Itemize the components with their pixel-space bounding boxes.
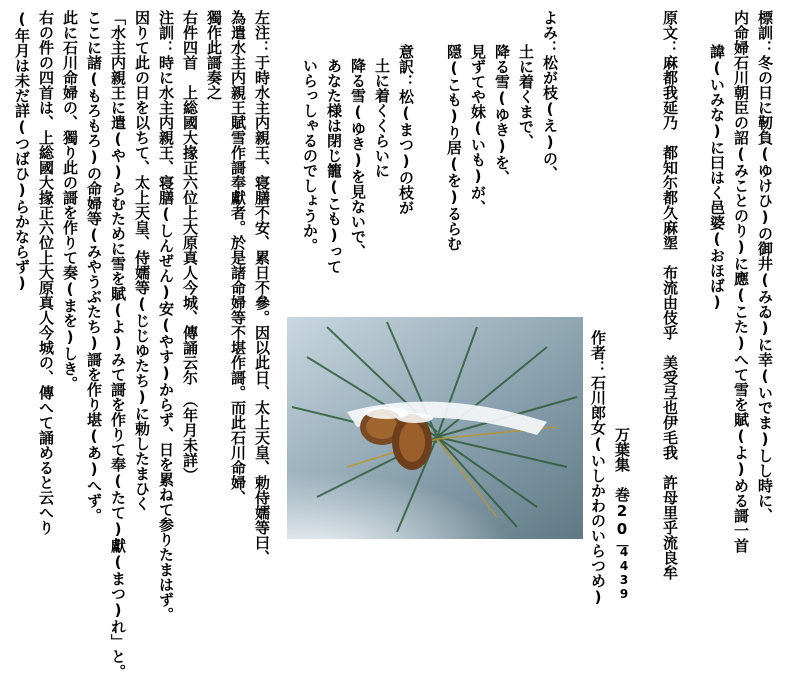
iyaku-line-3: 降る雪(ゆき)を見ないで、 bbox=[349, 58, 367, 259]
source-author: 作者：石川郎女(いしかわのいらつめ) bbox=[589, 330, 607, 606]
chushaku-line-7: (年月は未だ詳(つばひ)らかならず) bbox=[13, 10, 31, 292]
chushaku-line-6: 右の件の四首は、上総國大掾正六位上大原真人今城の、傳へて誦めると云へり bbox=[37, 10, 55, 535]
chushaku-line-4: ここに諸(もろもろ)の命婦等(みやうぶたち)謌を作り堪(あ)へず。 bbox=[85, 10, 103, 523]
sachu-line-1: 左注：于時水主内親王、寝膳不安、累日不參。因以此日、太上天皇、勅侍嬬等曰、 bbox=[253, 10, 271, 565]
yomi-line-5: 隠(こも)り居(を)るらむ bbox=[445, 44, 463, 251]
yomi-line-2: 土に着くまで、 bbox=[517, 44, 535, 149]
iyaku-line-4: あなた様は閉じ籠(こも)って bbox=[325, 58, 343, 274]
pine-cone-photo-icon bbox=[287, 317, 583, 539]
sachu-line-4: 右件四首 上総國大掾正六位上大原真人今城、傳誦云尓 （年月未詳） bbox=[181, 10, 199, 483]
iyaku-line-1: 意訳：松(まつ)の枝が bbox=[397, 44, 415, 215]
yomi-line-1: よみ：松が枝(え)の、 bbox=[541, 10, 559, 181]
chushaku-line-2: 因りて此の日を以ちて、太上天皇、侍嬬等(じじゆたち)に勅したまひく bbox=[133, 10, 151, 511]
yomi-line-4: 見ずてや妹(いも)が、 bbox=[469, 44, 487, 215]
hyokun-line-2: 内命婦石川朝臣の詔(みことのり)に應(こた)へて雪を賦(よ)める謌一首 bbox=[732, 10, 750, 553]
chushaku-line-3: 「水主内親王に遣(や)らむために雪を賦(よ)みて謌を作りて奉(たて)獻(まつ)れ」と。 bbox=[109, 10, 127, 679]
source-number: 4439 bbox=[617, 545, 631, 601]
pine-cone-snow-photo bbox=[287, 317, 583, 539]
chushaku-line-1: 注訓：時に水主内親王、寝膳(しんぜん)安(やす)からず、日を累ねて参りたまはず。 bbox=[157, 10, 175, 622]
iyaku-line-2: 土に着くくらいに bbox=[373, 58, 391, 178]
sachu-line-2: 為遣水主内親王賦雪作謌奉獻者。於是諸命婦等不堪作謌。而此石川命婦、 bbox=[229, 10, 247, 505]
source-collection: 万葉集 巻20－ bbox=[613, 427, 631, 553]
yomi-line-3: 降る雪(ゆき)を、 bbox=[493, 44, 511, 185]
genbun-line-1: 原文：麻都我延乃 都知尓都久麻埿 布流由伎乎 美受弖也伊毛我 許母里乎流良牟 bbox=[661, 10, 679, 580]
hyokun-line-3: 諱(いみな)に曰はく邑婆(おほば) bbox=[708, 44, 726, 311]
chushaku-line-5: 此に石川命婦の、獨り此の謌を作りて奏(まを)しき。 bbox=[61, 10, 79, 391]
sachu-line-3: 獨作此謌奏之 bbox=[205, 10, 223, 100]
iyaku-line-5: いらっしゃるのでしょうか。 bbox=[301, 58, 319, 253]
hyokun-line-1: 標訓：冬の日に靭負(ゆけひ)の御井(みゐ)に幸(いでま)しし時に、 bbox=[756, 10, 774, 523]
